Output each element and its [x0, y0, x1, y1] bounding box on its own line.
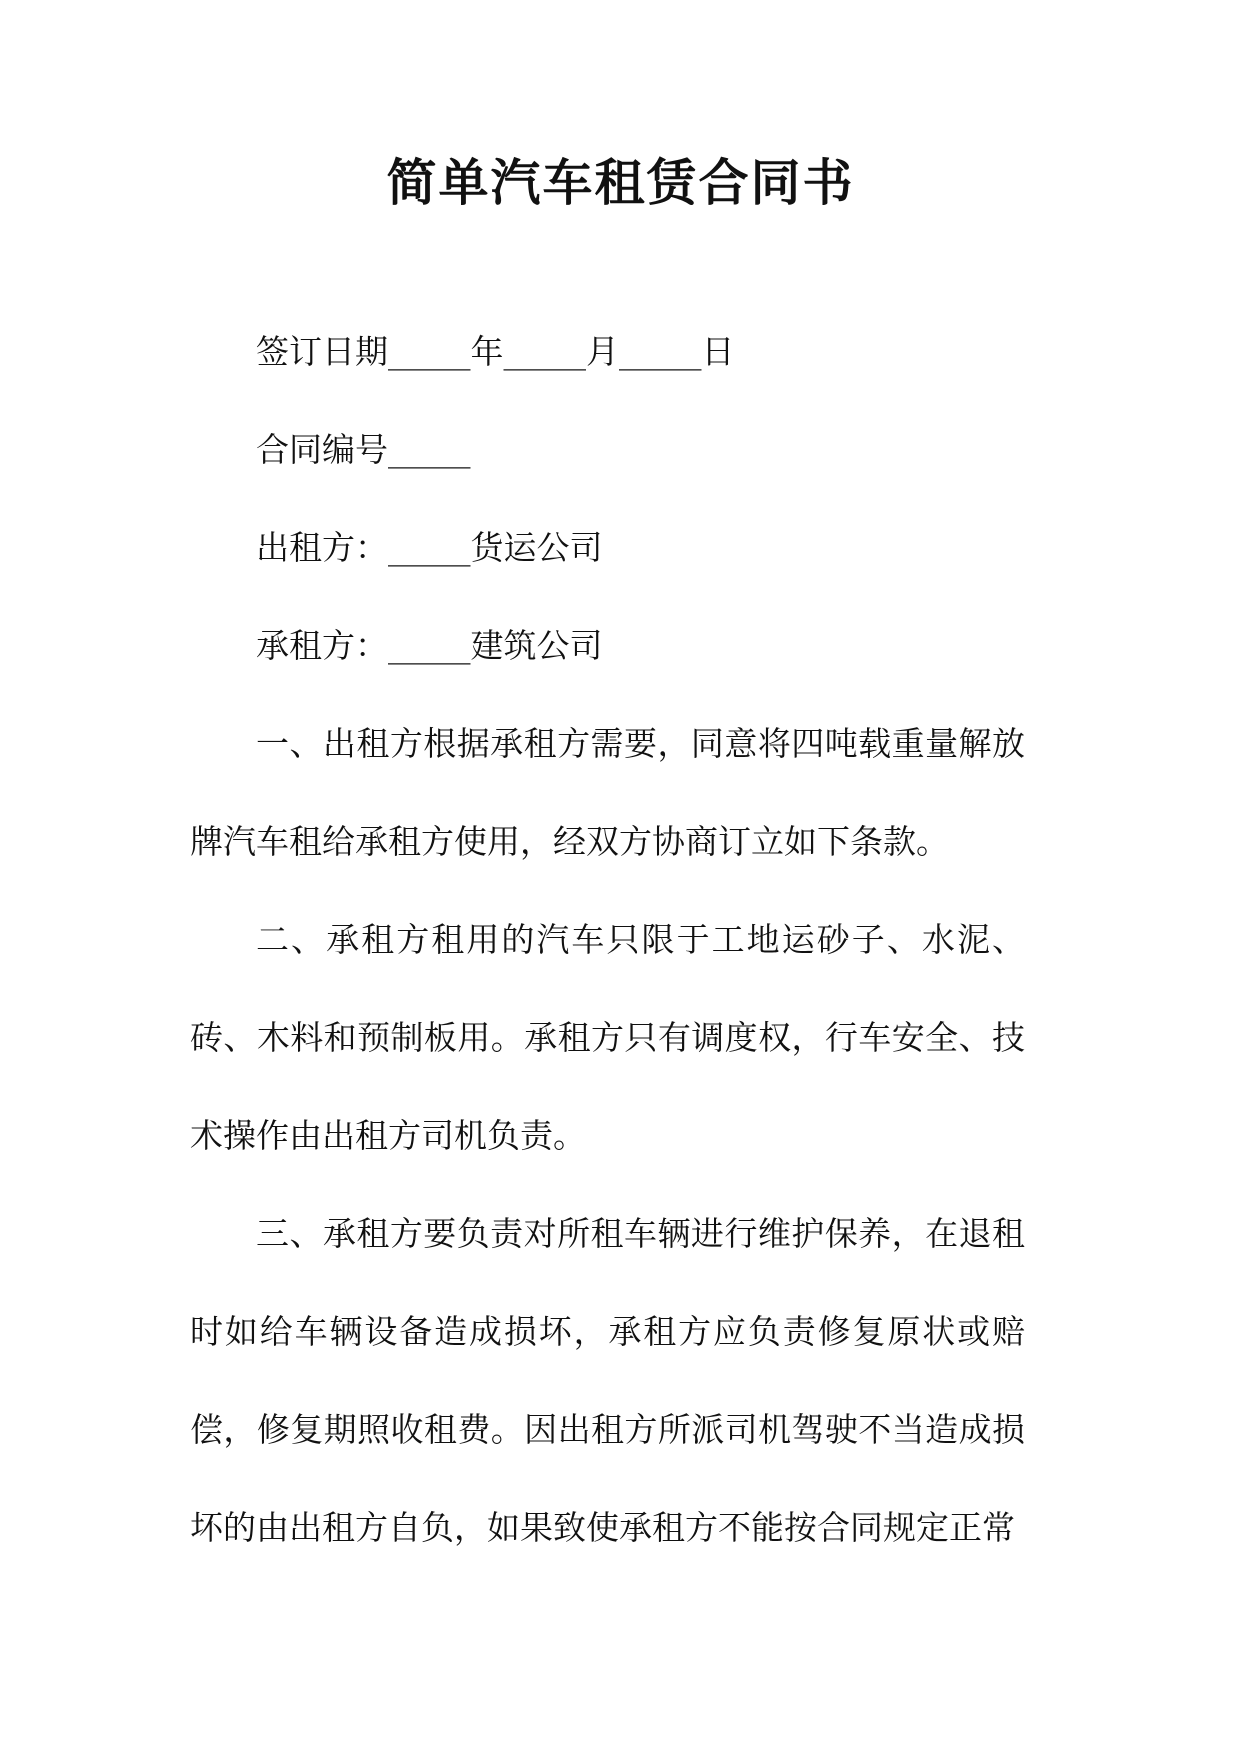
lessee-line: 承租方：_____建筑公司 [256, 626, 603, 665]
clause-1: 一、出租方根据承租方需要，同意将四吨载重量解放牌汽车租给承租方使用，经双方协商订立如下条款。 [190, 724, 1025, 861]
document-title: 简单汽车租赁合同书 [386, 153, 855, 212]
contract-number-line: 合同编号_____ [256, 430, 471, 469]
clause-2: 二、承租方租用的汽车只限于工地运砂子、水泥、砖、木料和预制板用。承租方只有调度权，行车安全、技术操作由出租方司机负责。 [190, 920, 1025, 1155]
sign-date-line: 签订日期_____年_____月_____日 [256, 332, 735, 371]
document-body [190, 303, 1025, 1577]
clause-3: 三、承租方要负责对所租车辆进行维护保养，在退租时如给车辆设备造成损坏，承租方应负责修复原状或赔偿，修复期照收租费。因出租方所派司机驾驶不当造成损坏的由出租方自负，如果致使承租方不能按合同规定正常 [190, 1214, 1025, 1547]
lessor-line: 出租方：_____货运公司 [256, 528, 603, 567]
